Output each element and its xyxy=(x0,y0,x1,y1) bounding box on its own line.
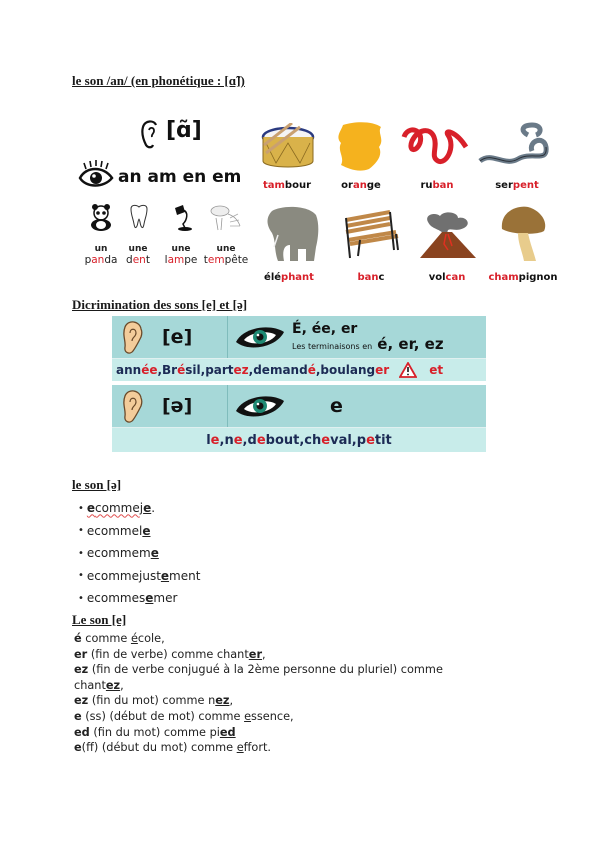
spellings-an: an am en em xyxy=(118,167,242,187)
list-item: • e comme s e mer xyxy=(78,591,178,606)
rule-line: e(ff) (début du mot) comme effort. xyxy=(74,741,272,755)
eye-icon xyxy=(78,160,114,190)
phonetic-symbol-e: [e] xyxy=(162,326,193,348)
spelling-cell xyxy=(228,316,486,358)
storm-icon xyxy=(208,204,242,232)
spellings-e: É, ée, er xyxy=(292,321,358,337)
e-rules-list xyxy=(74,631,474,756)
elephant-icon xyxy=(262,205,322,263)
schwa-list xyxy=(78,497,200,610)
spelling-schwa: e xyxy=(330,395,343,417)
mushroom-icon xyxy=(498,205,550,263)
endings: é, er, ez xyxy=(377,335,444,353)
row-e-examples: année, Brésil, partez, demandé, boulanger et xyxy=(112,359,486,383)
eye-icon xyxy=(234,391,286,421)
phonetic-symbol-an: [ɑ̃] xyxy=(166,118,202,143)
endings-label: Les terminaisons en xyxy=(292,342,373,351)
ribbon-icon xyxy=(400,123,470,169)
lamp-icon xyxy=(171,204,195,232)
warning-icon xyxy=(399,362,417,378)
orange-paint-icon xyxy=(333,119,389,174)
rule-line: chantez, xyxy=(74,678,124,692)
rule-line: e (ss) (début de mot) comme essence, xyxy=(74,709,294,723)
picture-label: champignon xyxy=(488,272,558,283)
picture-label: orange xyxy=(341,180,381,191)
rule-line: ed (fin du mot) comme pied xyxy=(74,725,236,739)
list-item: • e comme l e xyxy=(78,523,151,538)
row-e-header xyxy=(112,316,486,359)
section-title-e: Le son [e] xyxy=(72,612,127,627)
drum-icon xyxy=(260,123,316,173)
row-schwa-examples: le, ne, debout, cheval, petit xyxy=(112,428,486,454)
ear-icon xyxy=(140,119,162,149)
small-word-label: une lampe xyxy=(164,244,198,266)
list-item: • e comme j e . xyxy=(78,501,156,516)
ear-cell xyxy=(112,385,228,427)
small-word-label: une dent xyxy=(126,244,150,266)
row-schwa-header xyxy=(112,385,486,428)
picture-label: ruban xyxy=(420,180,454,191)
panda-icon xyxy=(86,204,116,232)
small-word-grid xyxy=(78,204,258,274)
picture-grid xyxy=(258,115,563,290)
small-word-label: un panda xyxy=(84,244,118,266)
rule-line: er (fin de verbe) comme chanter, xyxy=(74,647,266,661)
ear-cell xyxy=(112,316,228,358)
volcano-icon xyxy=(418,210,478,260)
section-title-discrimination: Dicrimination des sons [e] et [ə] xyxy=(72,297,248,312)
eye-icon xyxy=(234,322,286,352)
small-word-label: une tempête xyxy=(203,244,249,266)
picture-label: éléphant xyxy=(264,272,314,283)
picture-label: serpent xyxy=(495,180,539,191)
spelling-cell xyxy=(228,385,486,427)
picture-label: volcan xyxy=(428,272,466,283)
picture-label: tambour xyxy=(262,180,312,191)
rule-line: é comme école, xyxy=(74,632,165,645)
section-title-schwa: le son [ə] xyxy=(72,477,122,492)
ear-icon xyxy=(120,388,146,424)
picture-label: banc xyxy=(357,272,385,283)
snake-icon xyxy=(476,121,556,171)
list-item: • e comme just e ment xyxy=(78,568,201,583)
phonetic-symbol-schwa: [ə] xyxy=(162,395,193,417)
rule-line: ez (fin du mot) comme nez, xyxy=(74,694,234,708)
list-item: • e comme m e xyxy=(78,546,159,561)
rule-line: ez (fin de verbe conjugué à la 2ème personne du pluriel) comme xyxy=(74,663,443,677)
bench-icon xyxy=(340,210,402,260)
warning-word: et xyxy=(429,363,444,377)
section-title-an: le son /an/ (en phonétique : [ɑ̃]) xyxy=(72,73,245,88)
phoneme-table xyxy=(112,316,486,454)
tooth-icon xyxy=(128,204,150,232)
ear-icon xyxy=(120,319,146,355)
